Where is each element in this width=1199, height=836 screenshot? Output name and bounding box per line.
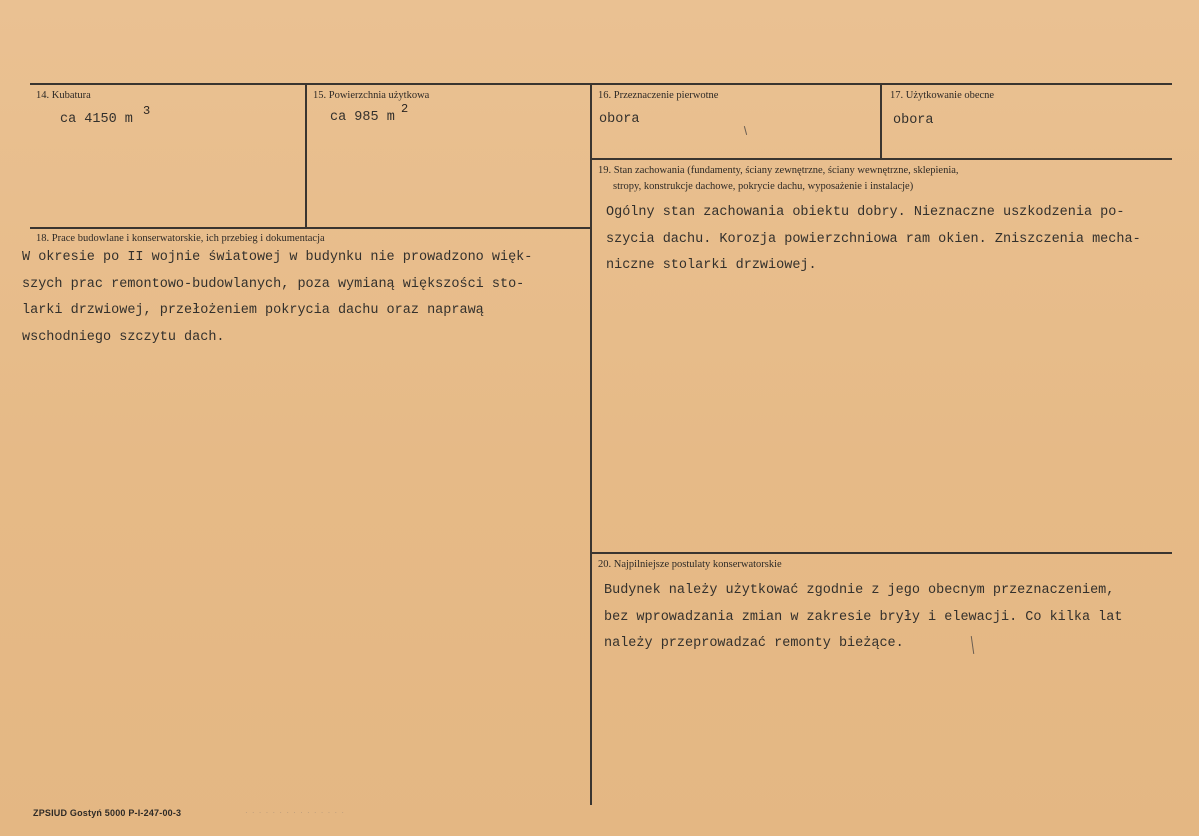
field-18-line-2: szych prac remontowo-budowlanych, poza wymianą większości sto- bbox=[22, 276, 525, 292]
field-18-line-1: W okresie po II wojnie światowej w budynku nie prowadzono więk- bbox=[22, 250, 533, 265]
divider-16-19 bbox=[592, 158, 1172, 160]
field-20-label: 20. Najpilniejsze postulaty konserwatorskie bbox=[598, 559, 782, 570]
field-20-line-3: należy przeprowadzać remonty bieżące. bbox=[604, 636, 904, 651]
divider-14-15 bbox=[305, 83, 307, 228]
faded-stamp: · · · · · · · · · · · · · · · bbox=[245, 808, 346, 817]
field-16-label: 16. Przeznaczenie pierwotne bbox=[598, 90, 719, 101]
field-15-exponent: 2 bbox=[401, 102, 409, 116]
divider-15-18 bbox=[30, 227, 592, 229]
field-19-text bbox=[606, 200, 1141, 280]
field-18-line-3: larki drzwiowej, przełożeniem pokrycia dachu oraz naprawą bbox=[22, 303, 484, 318]
field-20-text bbox=[604, 578, 1122, 658]
field-19-label-line-2: stropy, konstrukcje dachowe, pokrycie dachu, wyposażenie i instalacje) bbox=[613, 181, 914, 192]
field-15-label: 15. Powierzchnia użytkowa bbox=[313, 90, 430, 101]
field-14-exponent: 3 bbox=[143, 104, 151, 118]
field-19-line-2: szycia dachu. Korozja powierzchniowa ram okien. Zniszczenia mecha- bbox=[606, 231, 1141, 247]
print-footer: ZPSIUD Gostyń 5000 P-I-247-00-3 bbox=[33, 808, 182, 818]
divider-16-17 bbox=[880, 83, 882, 159]
field-15-value: ca 985 m bbox=[330, 110, 395, 125]
divider-19-20 bbox=[592, 552, 1172, 554]
field-17-label: 17. Użytkowanie obecne bbox=[890, 90, 995, 101]
field-18-line-4: wschodniego szczytu dach. bbox=[22, 329, 225, 345]
field-16-value: obora bbox=[599, 112, 640, 127]
field-18-label: 18. Prace budowlane i konserwatorskie, ich przebieg i dokumentacja bbox=[36, 233, 325, 244]
field-14-value: ca 4150 m bbox=[60, 112, 133, 127]
pen-mark bbox=[744, 126, 747, 135]
field-14-label: 14. Kubatura bbox=[36, 90, 91, 101]
top-border bbox=[30, 83, 1172, 85]
field-19-line-3: niczne stolarki drzwiowej. bbox=[606, 258, 817, 273]
field-19-label-line-1: 19. Stan zachowania (fundamenty, ściany zewnętrzne, ściany wewnętrzne, sklepienia, bbox=[598, 165, 959, 176]
divider-main bbox=[590, 83, 592, 805]
field-18-text bbox=[22, 245, 532, 351]
field-20-line-1: Budynek należy użytkować zgodnie z jego obecnym przeznaczeniem, bbox=[604, 583, 1115, 598]
field-20-line-2: bez wprowadzania zmian w zakresie bryły i elewacji. Co kilka lat bbox=[604, 609, 1123, 625]
field-19-line-1: Ogólny stan zachowania obiektu dobry. Nieznaczne uszkodzenia po- bbox=[606, 205, 1125, 220]
field-17-value: obora bbox=[893, 113, 934, 128]
